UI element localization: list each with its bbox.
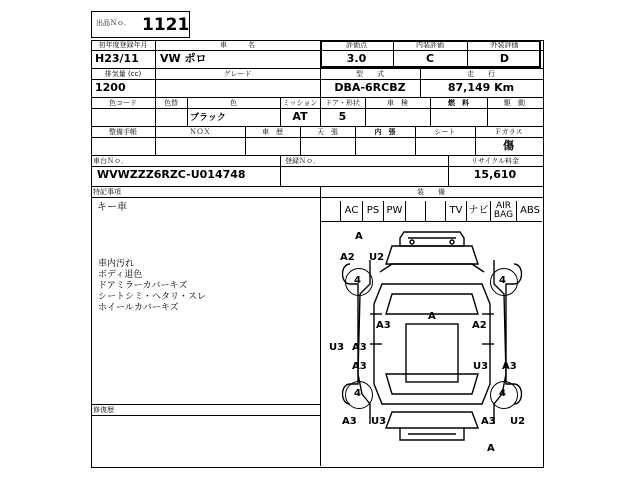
damage-mark: U3 — [473, 361, 489, 372]
damage-mark: U2 — [369, 252, 385, 263]
vehicle-history-label: 車 歴 — [262, 128, 283, 136]
transmission-label: ミッション — [282, 99, 318, 107]
color-code-label: 色コード — [109, 99, 137, 107]
recycle-fee-value: 15,610 — [473, 168, 517, 181]
vin-label: 車台Ｎｏ． — [93, 157, 128, 165]
exhibit-number-value: 1121 — [142, 15, 190, 35]
equipment-airbag: AIR BAG — [490, 201, 516, 221]
remark-item: ボディ退色 — [98, 270, 143, 280]
displacement-value: 1200 — [95, 81, 126, 94]
damage-mark: A3 — [376, 320, 391, 331]
vin-value: WVWZZZ6RZC-U014748 — [97, 168, 246, 181]
remark-item: ホイールカバーキズ — [98, 303, 179, 313]
remark-item: ドアミラーカバーキズ — [98, 281, 188, 291]
damage-mark: U3 — [329, 342, 345, 353]
inspection-label: 車 検 — [387, 99, 408, 107]
equipment-tv: TV — [445, 201, 466, 221]
score-value: 3.0 — [346, 52, 367, 65]
transmission-value: AT — [292, 110, 308, 123]
damage-mark: A — [428, 311, 436, 322]
seat-label: シート — [434, 128, 456, 136]
equipment-navi: ナビ — [466, 201, 490, 221]
recycle-fee-label: リサイクル料金 — [470, 157, 520, 165]
remark-item: 車内汚れ — [98, 259, 135, 269]
grade-label: グレード — [223, 70, 252, 78]
doors-label: ドア・形状 — [325, 99, 360, 107]
equipment-slot-blank — [320, 201, 339, 221]
mileage-value: 87,149 Km — [447, 81, 515, 94]
car-name-label: 車 名 — [220, 41, 255, 49]
model-code-label: 型 式 — [356, 70, 384, 78]
damage-mark: 4 — [354, 388, 361, 399]
exterior-rating-value: D — [499, 52, 510, 65]
color-label: 色 — [230, 99, 237, 107]
drive-label: 駆 動 — [504, 99, 525, 107]
damage-mark: U2 — [510, 416, 526, 427]
damage-mark: A — [487, 443, 495, 454]
damage-mark: A2 — [340, 252, 355, 263]
color-change-label: 色替 — [164, 99, 178, 107]
car-name-value: VW ポロ — [160, 52, 207, 65]
nox-label: ＮＯＸ — [189, 128, 211, 136]
doors-value: 5 — [338, 110, 347, 123]
equipment-slot-blank — [405, 201, 425, 221]
first-registration-label: 初年度登録年月 — [98, 41, 148, 49]
damage-mark: 4 — [499, 388, 506, 399]
exhibit-number-label: 出品Ｎｏ． — [96, 19, 131, 27]
remark-item: シートシミ・ヘタリ・スレ — [98, 292, 207, 302]
key-note: キー車 — [97, 202, 127, 213]
damage-mark: A — [355, 231, 363, 242]
remarks-notes — [98, 259, 206, 314]
maintenance-book-label: 整備手帳 — [109, 128, 137, 136]
damage-mark: 4 — [354, 275, 361, 286]
equipment-abs: ABS — [516, 201, 543, 221]
damage-mark: A3 — [481, 416, 496, 427]
damage-mark: A3 — [352, 361, 367, 372]
fuel-label: 燃 料 — [448, 99, 469, 107]
front-glass-value: 傷 — [503, 139, 514, 152]
repair-history-label: 修復歴 — [93, 406, 114, 414]
color-value: ブラック — [190, 113, 226, 123]
interior-rating-label: 内装評価 — [416, 41, 444, 49]
damage-mark: 4 — [499, 275, 506, 286]
equipment-ac: AC — [340, 201, 362, 221]
damage-mark: A3 — [352, 342, 367, 353]
interior-rating-value: C — [425, 52, 435, 65]
displacement-label: 排気量 (cc) — [104, 70, 142, 78]
score-label: 評価点 — [346, 41, 367, 49]
model-code-value: DBA-6RCBZ — [334, 81, 406, 94]
equipment-pw: PW — [383, 201, 405, 221]
remarks-label: 特記事項 — [93, 188, 121, 196]
exterior-rating-label: 外装評価 — [490, 41, 519, 49]
exhibit-number-box — [91, 11, 190, 38]
damage-mark: A3 — [342, 416, 357, 427]
headliner-label: 天 張 — [317, 128, 338, 136]
equipment-label: 装 備 — [417, 188, 445, 196]
damage-mark: A2 — [472, 320, 487, 331]
registration-no-label: 登録Ｎｏ． — [285, 157, 320, 165]
damage-mark: A3 — [502, 361, 517, 372]
damage-mark: U3 — [371, 416, 387, 427]
equipment-ps: PS — [362, 201, 383, 221]
interior-trim-label: 内 張 — [374, 128, 396, 136]
equipment-slot-blank — [425, 201, 445, 221]
front-glass-label: Ｆガラス — [494, 128, 523, 136]
first-registration-value: H23/11 — [95, 52, 139, 65]
mileage-label: 走 行 — [467, 70, 495, 78]
